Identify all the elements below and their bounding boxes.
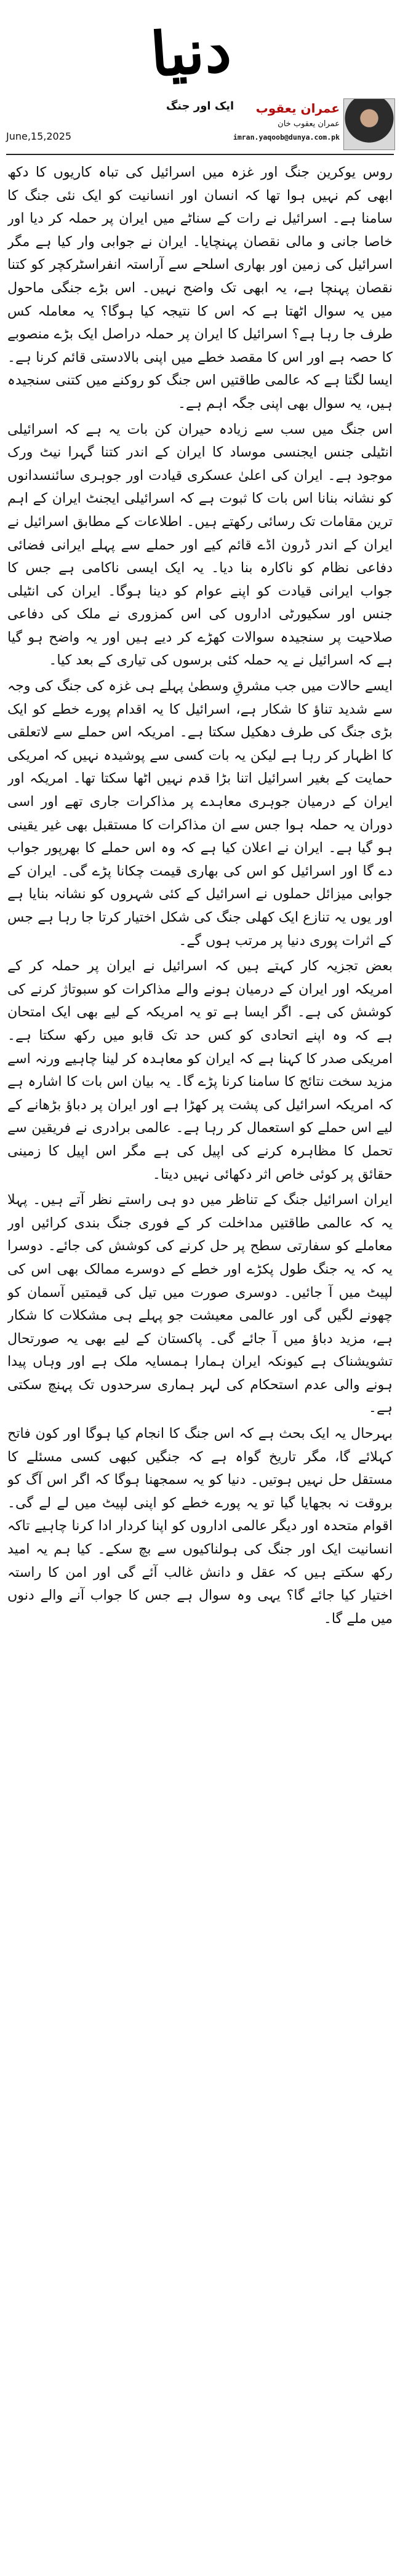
logo-text: دنیا [148,14,234,90]
article-body [7,161,393,2571]
column-title: ایک اور جنگ [166,100,234,113]
article-paragraph: ایسے حالات میں جب مشرقِ وسطیٰ پہلے ہی غزہ کی جنگ کی وجہ سے شدید تناؤ کا شکار ہے، اسرائیل کا یہ اقدام پورے خطے کو ایک بڑی جنگ کی طرف دھکیل سکتا ہے۔ امریکہ اس حملے سے لاتعلقی کا اظہار کر رہا ہے لیکن یہ بات کسی سے پوشیدہ نہیں کہ امریکی حمایت کے بغیر اسرائیل اتنا بڑا قدم نہیں اٹھا سکتا تھا۔ امریکہ اور ایران کے درمیان جوہری معاہدے پر مذاکرات جاری تھے اور اسی دوران یہ حملہ ہوا جس سے ان مذاکرات کا مستقبل بھی غیر یقینی ہو گیا ہے۔ ایران نے اعلان کیا ہے کہ وہ اس حملے کا بھرپور جواب دے گا اور اسرائیل کو اس کی بھاری قیمت چکانا پڑے گی۔ ایران کے جوابی میزائل حملوں نے اسرائیل کے کئی شہروں کو نشانہ بنایا ہے اور یوں یہ تنازع ایک کھلی جنگ کی شکل اختیار کرتا جا رہا ہے جس کے اثرات پوری دنیا پر مرتب ہوں گے۔ [7,678,393,949]
author-name: عمران یعقوب [255,101,340,116]
article-paragraph: بعض تجزیہ کار کہتے ہیں کہ اسرائیل نے ایران پر حملہ کر کے امریکہ اور ایران کے درمیان ہونے والے مذاکرات کو سبوتاژ کرنے کی کوشش کی ہے۔ اگر ایسا ہے تو یہ امریکہ کے لیے بھی ایک امتحان ہے کہ وہ اپنے اتحادی کو کس حد تک قابو میں رکھ سکتا ہے۔ امریکی صدر کا کہنا ہے کہ ایران کو معاہدہ کر لینا چاہیے ورنہ اسے مزید سخت نتائج کا سامنا کرنا پڑے گا۔ یہ بیان اس بات کا اشارہ ہے کہ امریکہ اسرائیل کی پشت پر کھڑا ہے اور ایران پر دباؤ بڑھانے کے لیے اس حملے کو استعمال کر رہا ہے۔ عالمی برادری نے فریقین سے تحمل کا مظاہرہ کرنے کی اپیل کی ہے مگر اس اپیل کا زمینی حقائق پر کوئی خاص اثر دکھائی نہیں دیتا۔ [7,958,393,1182]
article-paragraph: بہرحال یہ ایک بحث ہے کہ اس جنگ کا انجام کیا ہوگا اور کون فاتح کہلائے گا، مگر تاریخ گواہ ہے کہ جنگیں کبھی کسی مسئلے کا مستقل حل نہیں ہوتیں۔ دنیا کو یہ سمجھنا ہوگا کہ اگر اس آگ کو بروقت نہ بجھایا گیا تو یہ پورے خطے کو اپنی لپیٹ میں لے لے گی۔ اقوام متحدہ اور دیگر عالمی اداروں کو اپنا کردار ادا کرنا چاہیے تاکہ انسانیت ایک اور جنگ کی ہولناکیوں سے بچ سکے۔ کیا ہم یہ امید رکھ سکتے ہیں کہ عقل و دانش غالب آئے گی اور امن کا راستہ اختیار کیا جائے گا؟ یہی وہ سوال ہے جس کا جواب آنے والے دنوں میں ملے گا۔ [7,1426,393,1627]
author-email: imran.yaqoob@dunya.com.pk [233,133,340,142]
newspaper-logo [145,6,237,98]
article-paragraph: روس یوکرین جنگ اور غزہ میں اسرائیل کی تباہ کاریوں کا دکھ ابھی کم نہیں ہوا تھا کہ انسان اور انسانیت کو ایک نئی جنگ کا سامنا ہے۔ اسرائیل نے رات کے سناٹے میں ایران پر حملہ کر دیا اور خاصا جانی و مالی نقصان پہنچایا۔ ایران نے جوابی وار کیا ہے مگر اسرائیل کی زمین اور بھاری اسلحے سے آراستہ انفراسٹرکچر کو کتنا نقصان پہنچا ہے، یہ ابھی تک واضح نہیں۔ اس بڑے جنگی ماحول میں یہ سوال اٹھتا ہے کہ اس کا نتیجہ کیا ہوگا؟ یہ معاملہ کس طرف جا رہا ہے؟ اسرائیل کا ایران پر حملہ دراصل ایک بڑے منصوبے کا حصہ ہے اور اس کا مقصد خطے میں اپنی بالادستی قائم کرنا ہے۔ ایسا لگتا ہے کہ عالمی طاقتیں اس جنگ کو روکنے میں کتنی سنجیدہ ہیں، یہ سوال بھی اپنی جگہ اہم ہے۔ [7,164,393,412]
article-paragraph: ایران اسرائیل جنگ کے تناظر میں دو ہی راستے نظر آتے ہیں۔ پہلا یہ کہ عالمی طاقتیں مداخلت کر کے فوری جنگ بندی کرائیں اور معاملے کو سفارتی سطح پر حل کرنے کی کوشش کی جائے۔ دوسرا یہ کہ یہ جنگ طول پکڑے اور خطے کے دوسرے ممالک بھی اس کی لپیٹ میں آ جائیں۔ دوسری صورت میں تیل کی قیمتیں آسمان کو چھونے لگیں گی اور عالمی معیشت جو پہلے ہی مشکلات کا شکار ہے، مزید دباؤ میں آ جائے گی۔ پاکستان کے لیے بھی یہ صورتحال تشویشناک ہے کیونکہ ایران ہمارا ہمسایہ ملک ہے اور وہاں پیدا ہونے والی عدم استحکام کی لہر ہماری سرحدوں تک پہنچ سکتی ہے۔ [7,1192,393,1416]
author-subtitle: عمران یعقوب خان [278,119,340,129]
header-divider [6,154,394,155]
author-byline [233,98,395,148]
article-paragraph: اس جنگ میں سب سے زیادہ حیران کن بات یہ ہے کہ اسرائیلی انٹیلی جنس ایجنسی موساد کا ایران کے اندر کتنا گہرا نیٹ ورک موجود ہے۔ ایران کی اعلیٰ عسکری قیادت اور جوہری سائنسدانوں کو نشانہ بنانا اس بات کا ثبوت ہے کہ اسرائیلی ایجنٹ ایران کے اہم ترین مقامات تک رسائی رکھتے ہیں۔ اطلاعات کے مطابق اسرائیل نے ایران کے اندر ڈرون اڈے قائم کیے اور حملے سے پہلے ایرانی فضائی دفاعی نظام کو ناکارہ بنا دیا۔ یہ ایک ایسی ناکامی ہے جس کا جواب ایرانی قیادت کو اپنے عوام کو دینا ہوگا۔ ایران کی انٹیلی جنس اور سکیورٹی اداروں کی اس کمزوری نے ملک کی دفاعی صلاحیت پر سنجیدہ سوالات کھڑے کر دیے ہیں اور یہ واضح ہو گیا ہے کہ اسرائیل نے یہ حملہ کئی برسوں کی تیاری کے بعد کیا۔ [7,421,393,669]
masthead [0,0,400,157]
publish-date: June,15,2025 [6,130,72,142]
author-photo [343,98,395,150]
